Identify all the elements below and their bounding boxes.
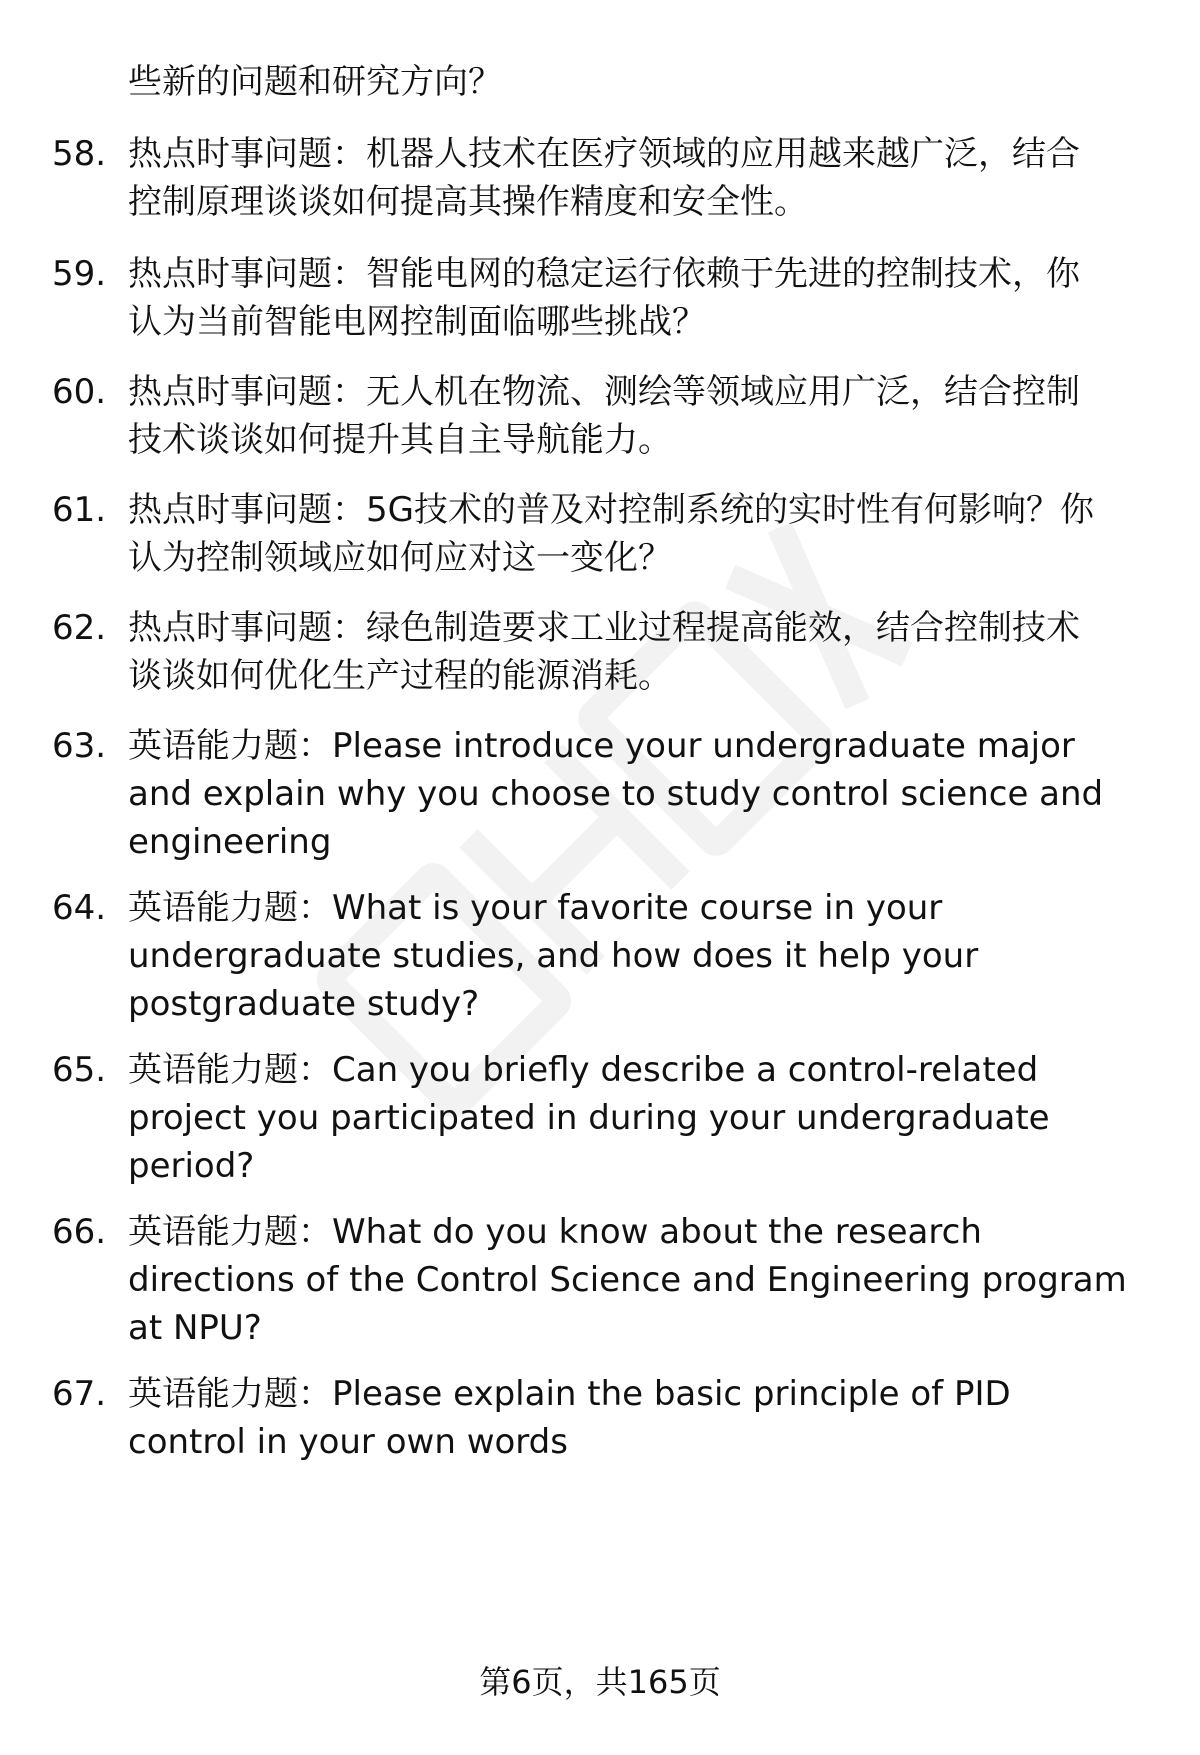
page-footer: 第6页，共165页 — [479, 1663, 721, 1701]
question-text-line: engineering — [128, 822, 332, 862]
question-text — [128, 722, 1148, 866]
question-number: 58. — [52, 134, 107, 174]
question-text-line: 英语能力题：Can you briefly describe a control-related — [128, 1050, 1039, 1090]
question-text — [128, 250, 1148, 346]
question-text-line: control in your own words — [128, 1422, 568, 1462]
question-text-line: and explain why you choose to study control science and — [128, 774, 1104, 814]
question-text-line: 热点时事问题：绿色制造要求工业过程提高能效，结合控制技术 — [128, 608, 1080, 648]
question-text-line: 英语能力题：What do you know about the research — [128, 1212, 982, 1252]
question-number: 62. — [52, 608, 107, 648]
question-text-line: 热点时事问题：5G技术的普及对控制系统的实时性有何影响？你 — [128, 490, 1094, 530]
question-text-line: undergraduate studies, and how does it help your — [128, 936, 979, 976]
question-text — [128, 1370, 1148, 1466]
question-text — [128, 1208, 1148, 1352]
question-number: 64. — [52, 888, 107, 928]
question-text — [128, 368, 1148, 464]
question-number: 63. — [52, 726, 107, 766]
question-text-line: 英语能力题：Please explain the basic principle of PID — [128, 1374, 1011, 1414]
question-text — [128, 604, 1148, 700]
question-text-line: 认为当前智能电网控制面临哪些挑战？ — [128, 302, 706, 342]
question-text-line: 英语能力题：What is your favorite course in your — [128, 888, 943, 928]
question-text-line: 热点时事问题：无人机在物流、测绘等领域应用广泛，结合控制 — [128, 372, 1080, 412]
question-text-line: 英语能力题：Please introduce your undergraduate major — [128, 726, 1075, 766]
question-text-line: 谈谈如何优化生产过程的能源消耗。 — [128, 656, 672, 696]
question-text-line: 控制原理谈谈如何提高其操作精度和安全性。 — [128, 182, 808, 222]
question-number: 66. — [52, 1212, 107, 1252]
question-text-line: directions of the Control Science and Engineering program — [128, 1260, 1127, 1300]
question-text — [128, 486, 1148, 582]
continuation-text: 些新的问题和研究方向？ — [128, 62, 502, 102]
question-text-line: 热点时事问题：智能电网的稳定运行依赖于先进的控制技术，你 — [128, 254, 1080, 294]
question-number: 65. — [52, 1050, 107, 1090]
question-text-line: at NPU? — [128, 1308, 262, 1348]
question-number: 61. — [52, 490, 107, 530]
question-text-line: project you participated in during your undergraduate — [128, 1098, 1050, 1138]
question-text-line: postgraduate study? — [128, 984, 480, 1024]
question-text — [128, 130, 1148, 226]
question-text-line: 热点时事问题：机器人技术在医疗领域的应用越来越广泛，结合 — [128, 134, 1080, 174]
question-text — [128, 1046, 1148, 1190]
question-number: 60. — [52, 372, 107, 412]
question-text — [128, 884, 1148, 1028]
question-number: 67. — [52, 1374, 107, 1414]
question-text-line: period? — [128, 1146, 255, 1186]
question-number: 59. — [52, 254, 107, 294]
question-text-line: 技术谈谈如何提升其自主导航能力。 — [128, 420, 672, 460]
question-text-line: 认为控制领域应如何应对这一变化？ — [128, 538, 672, 578]
